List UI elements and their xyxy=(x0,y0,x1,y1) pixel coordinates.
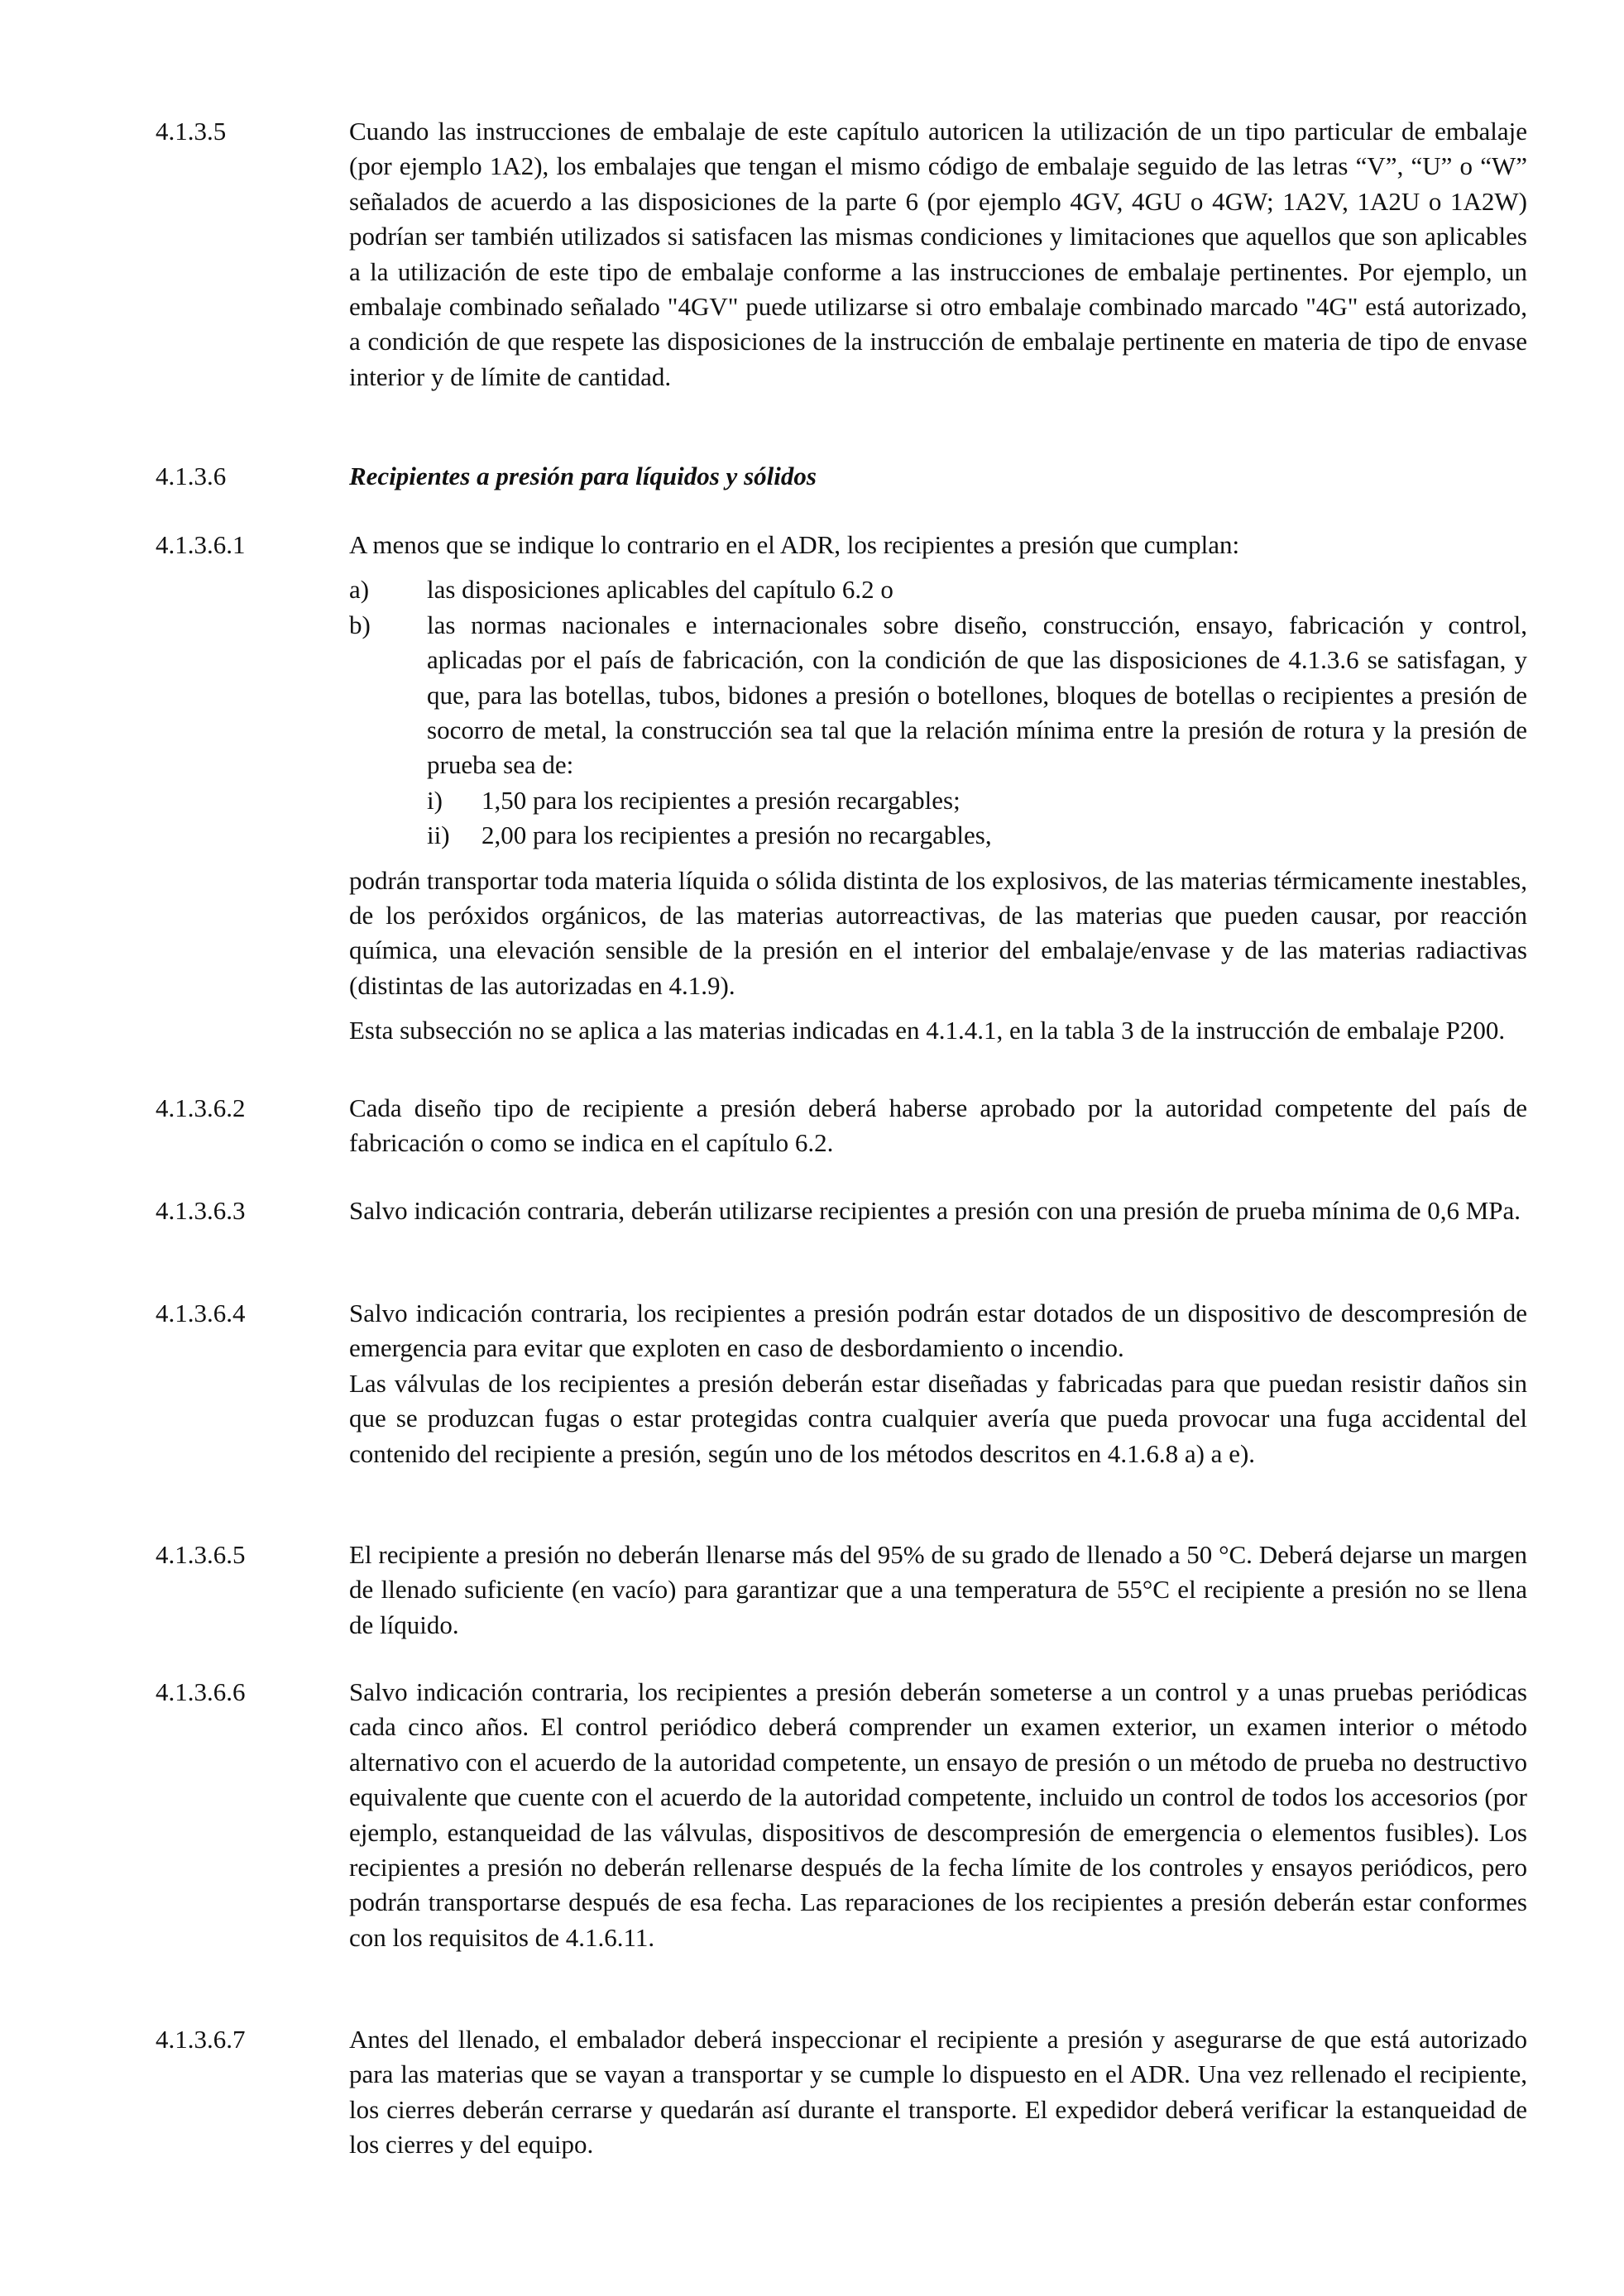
paragraph: Salvo indicación contraria, los recipientes a presión podrán estar dotados de un dispositivo de descompresión de emergencia para evitar que exploten en caso de desbordamiento o incendio. xyxy=(349,1299,1527,1363)
list-item-b xyxy=(349,608,1527,783)
paragraph: podrán transportar toda materia líquida o sólida distinta de los explosivos, de las materias térmicamente inestables, de los peróxidos orgánicos, de las materias autorreactivas, de las materias que pueden causar, por reacción química, una elevación sensible de la presión en el interior del embalaje/envase y de las materias radiactivas (distintas de las autorizadas en 4.1.9). xyxy=(349,865,1527,1000)
section-number: 4.1.3.6.4 xyxy=(156,1299,246,1327)
section-number: 4.1.3.6.6 xyxy=(156,1677,246,1706)
sub-text: 1,50 para los recipientes a presión recargables; xyxy=(481,785,961,815)
paragraph: Las válvulas de los recipientes a presión deberán estar diseñadas y fabricadas para que puedan resistir daños sin que se produzcan fugas o estar protegidas contra cualquier avería que pueda provocar una fuga accidental del contenido del recipiente a presión, según uno de los métodos descritos en 4.1.6.8 a) a e). xyxy=(349,1368,1527,1468)
section-number: 4.1.3.6.3 xyxy=(156,1196,246,1225)
section-number: 4.1.3.6.2 xyxy=(156,1093,246,1122)
section-text xyxy=(349,1193,1527,1228)
list-text: las disposiciones aplicables del capítulo 6.2 o xyxy=(427,575,893,605)
sub-label: i) xyxy=(427,785,443,815)
list-item-a xyxy=(349,572,1527,607)
section-number: 4.1.3.5 xyxy=(156,117,227,146)
sub-item-ii xyxy=(349,818,1527,853)
paragraph: Esta subsección no se aplica a las materias indicadas en 4.1.4.1, en la tabla 3 de la instrucción de embalaje P200. xyxy=(349,1016,1506,1045)
paragraph: Salvo indicación contraria, los recipientes a presión deberán someterse a un control y a unas pruebas periódicas cada cinco años. El control periódico deberá comprender un examen exterior, un examen interior o método alternativo con el acuerdo de la autoridad competente, un ensayo de presión o un método de prueba no destructivo equivalente que cuente con el acuerdo de la autoridad competente, incluido un control de todos los accesorios (por ejemplo, estanqueidad de las válvulas, dispositivos de descompresión de emergencia o elementos fusibles). Los recipientes a presión no deberán rellenarse después de la fecha límite de los controles y ensayos periódicos, pero podrán transportarse después de esa fecha. Las reparaciones de los recipientes a presión deberán estar conformes con los requisitos de 4.1.6.11. xyxy=(349,1677,1527,1952)
section-number: 4.1.3.6.5 xyxy=(156,1540,246,1569)
section-text xyxy=(349,114,1527,395)
section-text xyxy=(349,1538,1527,1643)
sub-label: ii) xyxy=(427,820,450,850)
list-label: a) xyxy=(349,575,370,605)
paragraph: Salvo indicación contraria, deberán utilizarse recipientes a presión con una presión de prueba mínima de 0,6 MPa. xyxy=(349,1196,1521,1225)
section-number: 4.1.3.6.1 xyxy=(156,530,246,559)
paragraph: Cada diseño tipo de recipiente a presión deberá haberse aprobado por la autoridad competente del país de fabricación o como se indica en el capítulo 6.2. xyxy=(349,1093,1527,1158)
paragraph-intro: A menos que se indique lo contrario en el ADR, los recipientes a presión que cumplan: xyxy=(349,530,1240,559)
paragraph: Cuando las instrucciones de embalaje de este capítulo autoricen la utilización de un tipo particular de embalaje (por ejemplo 1A2), los embalajes que tengan el mismo código de embalaje seguido de las letras “V”, “U” o “W” señalados de acuerdo a las disposiciones de la parte 6 (por ejemplo 4GV, 4GU o 4GW; 1A2V, 1A2U o 1A2W) podrían ser también utilizados si satisfacen las mismas condiciones y limitaciones que aquellos que son aplicables a la utilización de este tipo de embalaje conforme a las instrucciones de embalaje pertinentes. Por ejemplo, un embalaje combinado señalado "4GV" puede utilizarse si otro embalaje combinado marcado "4G" está autorizado, a condición de que respete las disposiciones de la instrucción de embalaje pertinente en materia de tipo de envase interior y de límite de cantidad. xyxy=(349,117,1527,391)
section-text xyxy=(349,1091,1527,1161)
section-text xyxy=(349,1675,1527,1955)
section-heading: Recipientes a presión para líquidos y sólidos xyxy=(349,462,817,490)
sub-text: 2,00 para los recipientes a presión no recargables, xyxy=(481,820,992,850)
list-label: b) xyxy=(349,610,371,639)
paragraph: El recipiente a presión no deberán llenarse más del 95% de su grado de llenado a 50 °C. Deberá dejarse un margen de llenado suficiente (en vacío) para garantizar que a una temperatura de 55°C el recipiente a presión no se llena de líquido. xyxy=(349,1540,1527,1639)
section-number: 4.1.3.6 xyxy=(156,462,227,490)
section-text xyxy=(349,2022,1527,2163)
section-number: 4.1.3.6.7 xyxy=(156,2025,246,2054)
section-text xyxy=(349,1296,1527,1471)
list-text: las normas nacionales e internacionales sobre diseño, construcción, ensayo, fabricación y control, aplicadas por el país de fabricación, con la condición de que las disposiciones de 4.1.3.6 se satisfagan, y que, para las botellas, tubos, bidones a presión o botellones, bloques de botellas o recipientes a presión de socorro de metal, la construcción sea tal que la relación mínima entre la presión de rotura y la presión de prueba sea de: xyxy=(427,610,1527,780)
sub-item-i xyxy=(349,783,1527,818)
section-text xyxy=(349,528,1527,1049)
paragraph: Antes del llenado, el embalador deberá inspeccionar el recipiente a presión y asegurarse de que está autorizado para las materias que se vayan a transportar y se cumple lo dispuesto en el ADR. Una vez rellenado el recipiente, los cierres deberán cerrarse y quedarán así durante el transporte. El expedidor deberá verificar la estanqueidad de los cierres y del equipo. xyxy=(349,2025,1527,2160)
